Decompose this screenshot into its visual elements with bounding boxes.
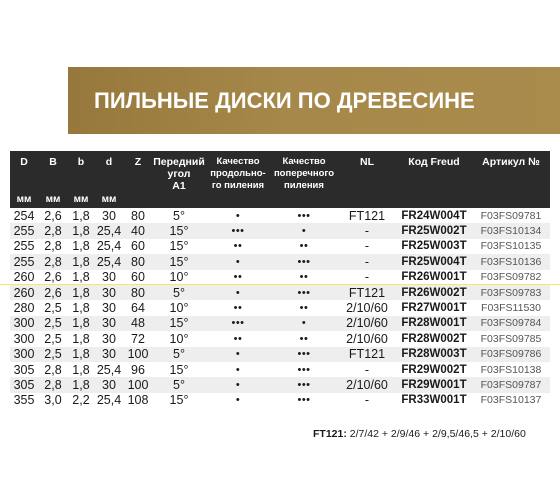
table-row	[10, 254, 550, 269]
cell-b: 2,2	[68, 393, 94, 408]
cell-d: 30	[94, 270, 124, 285]
cell-B: 2,8	[38, 362, 68, 377]
cell-long-quality: •	[206, 377, 270, 392]
cell-article: F03FS09782	[472, 270, 550, 285]
cell-B: 2,8	[38, 254, 68, 269]
cell-Z: 64	[124, 300, 152, 315]
table-body	[10, 208, 550, 408]
cell-b: 1,8	[68, 362, 94, 377]
cell-long-quality: ••	[206, 270, 270, 285]
cell-long-quality: •	[206, 254, 270, 269]
cell-code: FR25W004T	[396, 254, 472, 269]
cell-code: FR26W002T	[396, 285, 472, 300]
cell-B: 2,8	[38, 239, 68, 254]
cell-long-quality: •	[206, 208, 270, 223]
cell-B: 2,8	[38, 223, 68, 238]
cell-d: 30	[94, 377, 124, 392]
cell-nl: 2/10/60	[338, 316, 396, 331]
cell-angle: 15°	[152, 393, 206, 408]
cell-nl: -	[338, 239, 396, 254]
cell-b: 1,8	[68, 331, 94, 346]
table-row	[10, 377, 550, 392]
cell-angle: 15°	[152, 239, 206, 254]
cell-d: 30	[94, 316, 124, 331]
cell-nl: FT121	[338, 285, 396, 300]
cell-Z: 60	[124, 239, 152, 254]
cell-article: F03FS10135	[472, 239, 550, 254]
cell-B: 2,6	[38, 270, 68, 285]
cell-article: F03FS09783	[472, 285, 550, 300]
cell-B: 2,6	[38, 208, 68, 223]
cell-article: F03FS09781	[472, 208, 550, 223]
cell-code: FR28W001T	[396, 316, 472, 331]
cell-b: 1,8	[68, 270, 94, 285]
cell-cross-quality: •••	[270, 362, 338, 377]
cell-code: FR25W003T	[396, 239, 472, 254]
cell-code: FR33W001T	[396, 393, 472, 408]
cell-d: 30	[94, 208, 124, 223]
title-banner	[68, 67, 560, 134]
unit-d: мм	[94, 192, 124, 208]
cell-cross-quality: •	[270, 223, 338, 238]
col-header-code: Код Freud	[396, 151, 472, 192]
cell-cross-quality: •••	[270, 347, 338, 362]
cell-angle: 15°	[152, 254, 206, 269]
cell-Z: 96	[124, 362, 152, 377]
cell-angle: 5°	[152, 208, 206, 223]
unit-b: мм	[68, 192, 94, 208]
cell-long-quality: •••	[206, 223, 270, 238]
col-header-cross-quality: Качество поперечного пиления	[270, 151, 338, 192]
cell-angle: 5°	[152, 285, 206, 300]
col-header-D: D	[10, 151, 38, 192]
cell-D: 305	[10, 362, 38, 377]
cell-cross-quality: ••	[270, 239, 338, 254]
cell-B: 2,5	[38, 331, 68, 346]
table-row	[10, 285, 550, 300]
table-row	[10, 331, 550, 346]
cell-long-quality: ••	[206, 239, 270, 254]
cell-nl: -	[338, 393, 396, 408]
table-row	[10, 393, 550, 408]
cell-d: 30	[94, 347, 124, 362]
col-header-d: d	[94, 151, 124, 192]
cell-d: 25,4	[94, 239, 124, 254]
table-row	[10, 270, 550, 285]
cell-angle: 5°	[152, 347, 206, 362]
cell-long-quality: •	[206, 347, 270, 362]
cell-cross-quality: •••	[270, 208, 338, 223]
cell-D: 300	[10, 347, 38, 362]
unit-D: мм	[10, 192, 38, 208]
cell-d: 30	[94, 300, 124, 315]
col-header-Z: Z	[124, 151, 152, 192]
cell-code: FR27W001T	[396, 300, 472, 315]
cell-article: F03FS09784	[472, 316, 550, 331]
cell-long-quality: ••	[206, 300, 270, 315]
cell-article: F03FS09785	[472, 331, 550, 346]
cell-D: 300	[10, 316, 38, 331]
table-row	[10, 223, 550, 238]
products-table-wrap	[10, 151, 550, 408]
cell-Z: 80	[124, 285, 152, 300]
cell-article: F03FS09786	[472, 347, 550, 362]
cell-long-quality: •	[206, 393, 270, 408]
cell-code: FR24W004T	[396, 208, 472, 223]
cell-code: FR29W001T	[396, 377, 472, 392]
table-row	[10, 316, 550, 331]
col-header-b: b	[68, 151, 94, 192]
cell-b: 1,8	[68, 285, 94, 300]
cell-nl: -	[338, 362, 396, 377]
cell-d: 30	[94, 285, 124, 300]
cell-D: 260	[10, 285, 38, 300]
footnote-text: 2/7/42 + 2/9/46 + 2/9,5/46,5 + 2/10/60	[346, 428, 526, 440]
cell-b: 1,8	[68, 208, 94, 223]
footnote-label: FT121:	[313, 428, 347, 440]
cell-cross-quality: •••	[270, 377, 338, 392]
products-table	[10, 151, 550, 408]
cell-Z: 100	[124, 347, 152, 362]
cell-nl: FT121	[338, 208, 396, 223]
table-row	[10, 300, 550, 315]
cell-d: 25,4	[94, 223, 124, 238]
cell-Z: 108	[124, 393, 152, 408]
cell-D: 300	[10, 331, 38, 346]
cell-B: 2,6	[38, 285, 68, 300]
cell-nl: -	[338, 223, 396, 238]
cell-cross-quality: ••	[270, 331, 338, 346]
unit-B: мм	[38, 192, 68, 208]
cell-angle: 10°	[152, 300, 206, 315]
units-row	[10, 192, 550, 208]
cell-long-quality: •	[206, 362, 270, 377]
cell-D: 254	[10, 208, 38, 223]
cell-d: 25,4	[94, 393, 124, 408]
cell-Z: 72	[124, 331, 152, 346]
cell-angle: 10°	[152, 270, 206, 285]
cell-angle: 15°	[152, 223, 206, 238]
cell-d: 30	[94, 331, 124, 346]
cell-Z: 80	[124, 254, 152, 269]
cell-angle: 5°	[152, 377, 206, 392]
cell-D: 280	[10, 300, 38, 315]
cell-nl: FT121	[338, 347, 396, 362]
cell-d: 25,4	[94, 362, 124, 377]
table-row	[10, 208, 550, 223]
cell-nl: -	[338, 254, 396, 269]
cell-B: 2,8	[38, 377, 68, 392]
cell-B: 2,5	[38, 300, 68, 315]
cell-long-quality: •••	[206, 316, 270, 331]
cell-cross-quality: •••	[270, 285, 338, 300]
cell-cross-quality: •••	[270, 254, 338, 269]
header-row	[10, 151, 550, 192]
col-header-B: B	[38, 151, 68, 192]
cell-article: F03FS10136	[472, 254, 550, 269]
cell-article: F03FS09787	[472, 377, 550, 392]
table-row	[10, 362, 550, 377]
cell-b: 1,8	[68, 239, 94, 254]
cell-Z: 100	[124, 377, 152, 392]
cell-B: 3,0	[38, 393, 68, 408]
col-header-angle: Передний угол A1	[152, 151, 206, 192]
cell-D: 305	[10, 377, 38, 392]
cell-d: 25,4	[94, 254, 124, 269]
cell-long-quality: ••	[206, 331, 270, 346]
cell-D: 260	[10, 270, 38, 285]
table-row	[10, 347, 550, 362]
cell-code: FR28W003T	[396, 347, 472, 362]
cell-b: 1,8	[68, 223, 94, 238]
cell-code: FR25W002T	[396, 223, 472, 238]
cell-b: 1,8	[68, 347, 94, 362]
cell-cross-quality: ••	[270, 270, 338, 285]
cell-article: F03FS11530	[472, 300, 550, 315]
cell-article: F03FS10138	[472, 362, 550, 377]
cell-D: 255	[10, 223, 38, 238]
cell-nl: 2/10/60	[338, 300, 396, 315]
footnote	[313, 428, 526, 440]
cell-angle: 15°	[152, 362, 206, 377]
cell-nl: 2/10/60	[338, 331, 396, 346]
cell-b: 1,8	[68, 377, 94, 392]
cell-D: 255	[10, 254, 38, 269]
cell-cross-quality: •••	[270, 393, 338, 408]
highlight-line	[0, 284, 560, 285]
cell-article: F03FS10137	[472, 393, 550, 408]
cell-angle: 10°	[152, 331, 206, 346]
cell-Z: 48	[124, 316, 152, 331]
cell-D: 355	[10, 393, 38, 408]
cell-code: FR29W002T	[396, 362, 472, 377]
cell-b: 1,8	[68, 316, 94, 331]
cell-nl: -	[338, 270, 396, 285]
cell-Z: 80	[124, 208, 152, 223]
col-header-long-quality: Качество продольно- го пиления	[206, 151, 270, 192]
page-title: ПИЛЬНЫЕ ДИСКИ ПО ДРЕВЕСИНЕ	[94, 87, 475, 113]
cell-nl: 2/10/60	[338, 377, 396, 392]
cell-Z: 60	[124, 270, 152, 285]
cell-Z: 40	[124, 223, 152, 238]
cell-b: 1,8	[68, 254, 94, 269]
cell-article: F03FS10134	[472, 223, 550, 238]
cell-b: 1,8	[68, 300, 94, 315]
col-header-article: Артикул №	[472, 151, 550, 192]
cell-B: 2,5	[38, 316, 68, 331]
cell-code: FR26W001T	[396, 270, 472, 285]
cell-D: 255	[10, 239, 38, 254]
col-header-nl: NL	[338, 151, 396, 192]
table-row	[10, 239, 550, 254]
cell-cross-quality: •	[270, 316, 338, 331]
cell-angle: 15°	[152, 316, 206, 331]
cell-long-quality: •	[206, 285, 270, 300]
cell-cross-quality: ••	[270, 300, 338, 315]
cell-B: 2,5	[38, 347, 68, 362]
cell-code: FR28W002T	[396, 331, 472, 346]
